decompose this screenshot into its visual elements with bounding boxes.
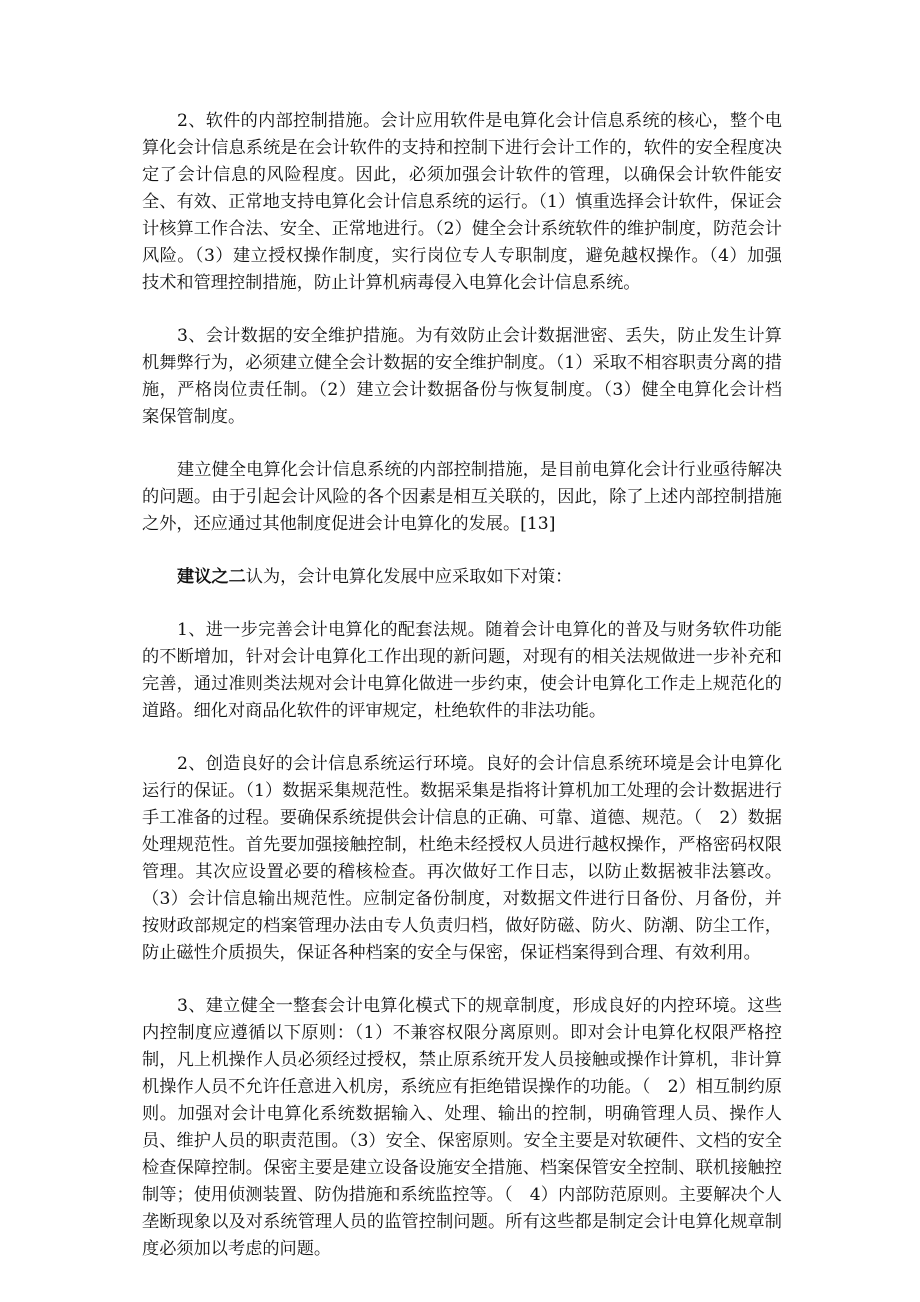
paragraph-text: 1、进一步完善会计电算化的配套法规。随着会计电算化的普及与财务软件功能的不断增加，针对会计电算化工作出现的新问题，对现有的相关法规做进一步补充和完善，通过准则类法规对会计电算化做进一步约束，使会计电算化工作走上规范化的道路。细化对商品化软件的评审规定，杜绝软件的非法功能。	[142, 620, 782, 721]
document-body	[142, 108, 782, 1263]
paragraph-text: 3、会计数据的安全维护措施。为有效防止会计数据泄密、丢失，防止发生计算机舞弊行为，必须建立健全会计数据的安全维护制度。（1）采取不相容职责分离的措施，严格岗位责任制。（2）建立会计数据备份与恢复制度。（3）健全电算化会计档案保管制度。	[142, 326, 782, 427]
paragraph-text: 2、创造良好的会计信息系统运行环境。良好的会计信息系统环境是会计电算化运行的保证。（1）数据采集规范性。数据采集是指将计算机加工处理的会计数据进行手工准备的过程。要确保系统提供会计信息的正确、可靠、道德、规范。（ 2）数据处理规范性。首先要加强接触控制，杜绝未经授权人员进行越权操作，严格密码权限管理。其次应设置必要的稽核检查。再次做好工作日志，以防止数据被非法篡改。（3）会计信息输出规范性。应制定备份制度，对数据文件进行日备份、月备份，并按财政部规定的档案管理办法由专人负责归档，做好防磁、防火、防潮、防尘工作，防止磁性介质损失，保证各种档案的安全与保密，保证档案得到合理、有效利用。	[142, 754, 782, 963]
paragraph-data-security	[142, 323, 782, 431]
paragraph-software-controls	[142, 108, 782, 297]
paragraph-text: 2、软件的内部控制措施。会计应用软件是电算化会计信息系统的核心，整个电算化会计信息系统是在会计软件的支持和控制下进行会计工作的，软件的安全程度决定了会计信息的风险程度。因此，必须加强会计软件的管理，以确保会计软件能安全、有效、正常地支持电算化会计信息系统的运行。（1）慎重选择会计软件，保证会计核算工作合法、安全、正常地进行。（2）健全会计系统软件的维护制度，防范会计风险。（3）建立授权操作制度，实行岗位专人专职制度，避免越权操作。（4）加强技术和管理控制措施，防止计算机病毒侵入电算化会计信息系统。	[142, 111, 782, 293]
paragraph-text: 3、建立健全一整套会计电算化模式下的规章制度，形成良好的内控环境。这些内控制度应遵循以下原则：（1）不兼容权限分离原则。即对会计电算化权限严格控制，凡上机操作人员必须经过授权，禁止原系统开发人员接触或操作计算机，非计算机操作人员不允许任意进入机房，系统应有拒绝错误操作的功能。（ 2）相互制约原则。加强对会计电算化系统数据输入、处理、输出的控制，明确管理人员、操作人员、维护人员的职责范围。（3）安全、保密原则。安全主要是对软硬件、文档的安全检查保障控制。保密主要是建立设备设施安全措施、档案保管安全控制、联机接触控制等；使用侦测装置、防伪措施和系统监控等。（ 4）内部防范原则。主要解决个人垄断现象以及对系统管理人员的监管控制问题。所有这些都是制定会计电算化规章制度必须加以考虑的问题。	[142, 996, 782, 1259]
paragraph-summary	[142, 457, 782, 538]
paragraph-environment	[142, 751, 782, 967]
paragraph-rules-system	[142, 993, 782, 1263]
paragraph-regulations	[142, 617, 782, 725]
paragraph-text: 认为，会计电算化发展中应采取如下对策：	[245, 567, 573, 587]
paragraph-suggestion-two-intro	[142, 564, 782, 591]
bold-label: 建议之二	[177, 567, 246, 587]
paragraph-text: 建立健全电算化会计信息系统的内部控制措施，是目前电算化会计行业亟待解决的问题。由于引起会计风险的各个因素是相互关联的，因此，除了上述内部控制措施之外，还应通过其他制度促进会计电算化的发展。[13]	[142, 460, 782, 534]
